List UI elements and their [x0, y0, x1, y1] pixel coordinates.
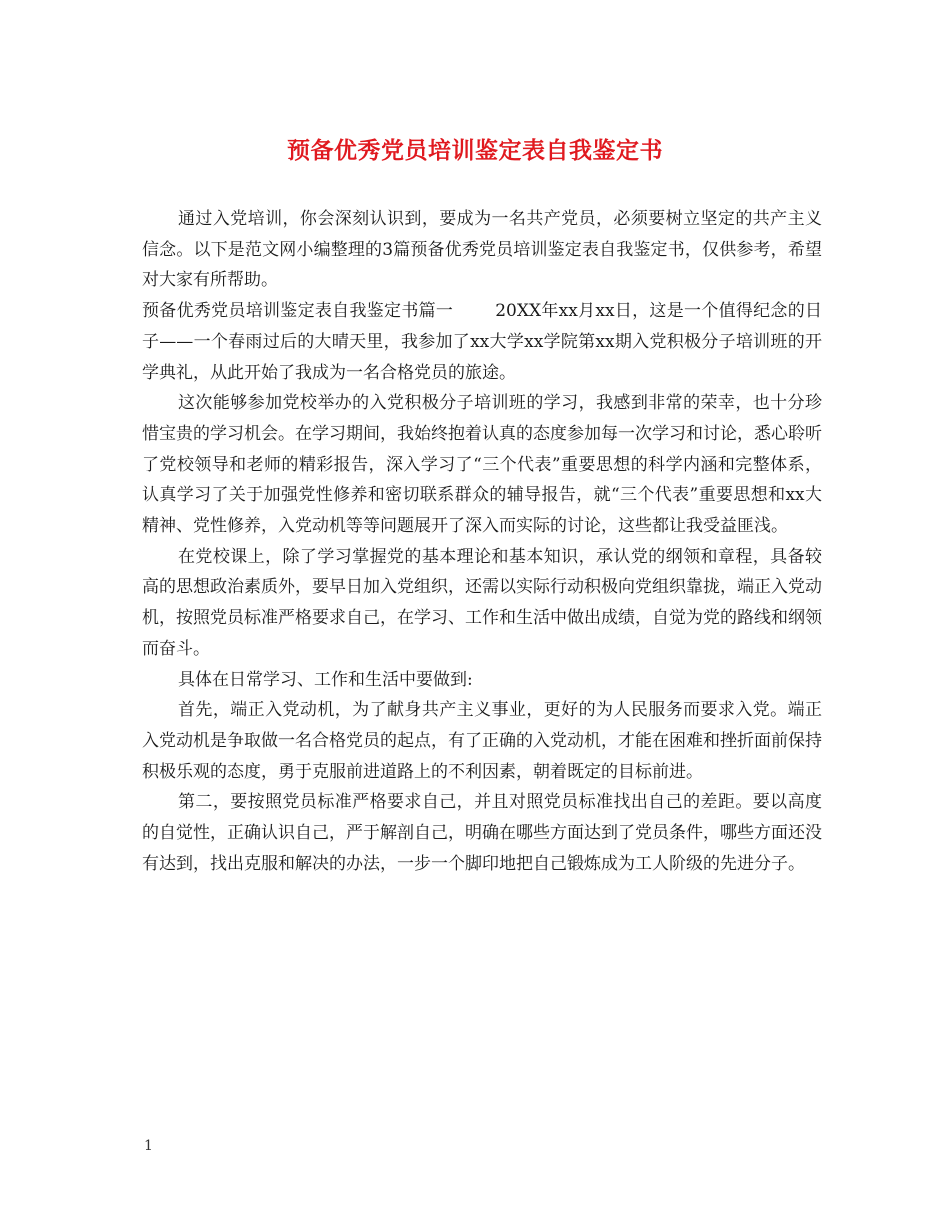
body-paragraph: 第二，要按照党员标准严格要求自己，并且对照党员标准找出自己的差距。要以高度的自觉性，正确认识自己，严于解剖自己，明确在哪些方面达到了党员条件，哪些方面还没有达到，找出克服和解决的办法，一步一个脚印地把自己锻炼成为工人阶级的先进分子。 — [142, 792, 822, 874]
body-paragraph: 这次能够参加党校举办的入党积极分子培训班的学习，我感到非常的荣幸，也十分珍惜宝贵的学习机会。在学习期间，我始终抱着认真的态度参加每一次学习和讨论，悉心聆听了党校领导和老师的精彩报告，深入学习了“三个代表”重要思想的科学内涵和完整体系，认真学习了关于加强党性修养和密切联系群众的辅导报告，就“三个代表”重要思想和xx大精神、党性修养，入党动机等等问题展开了深入而实际的讨论，这些都让我受益匪浅。 — [142, 393, 822, 537]
body-paragraph: 首先，端正入党动机，为了献身共产主义事业，更好的为人民服务而要求入党。端正入党动机是争取做一名合格党员的起点，有了正确的入党动机，才能在困难和挫折面前保持积极乐观的态度，勇于克服前进道路上的不利因素，朝着既定的目标前进。 — [142, 700, 822, 782]
intro-paragraph: 通过入党培训，你会深刻认识到，要成为一名共产党员，必须要树立坚定的共产主义信念。以下是范文网小编整理的3篇预备优秀党员培训鉴定表自我鉴定书，仅供参考，希望对大家有所帮助。 — [142, 209, 822, 291]
body-paragraph: 具体在日常学习、工作和生活中要做到: — [178, 669, 473, 690]
body-paragraph: 在党校课上，除了学习掌握党的基本理论和基本知识，承认党的纲领和章程，具备较高的思想政治素质外，要早日加入党组织，还需以实际行动积极向党组织靠拢，端正入党动机，按照党员标准严格要求自己，在学习、工作和生活中做出成绩，自觉为党的路线和纲领而奋斗。 — [142, 546, 822, 659]
section-title: 预备优秀党员培训鉴定表自我鉴定书篇一 — [142, 301, 454, 322]
document-title: 预备优秀党员培训鉴定表自我鉴定书 — [287, 138, 663, 164]
document-body — [142, 204, 822, 879]
section-heading-paragraph — [142, 296, 822, 388]
section-lead-text: 20XX年xx月xx日，这是一个值得纪念的日子——一个春雨过后的大晴天里，我参加了xx大学xx学院第xx期入党积极分子培训班的开学典礼，从此开始了我成为一名合格党员的旅途。 — [142, 301, 823, 383]
page-number: 1 — [144, 1138, 153, 1154]
